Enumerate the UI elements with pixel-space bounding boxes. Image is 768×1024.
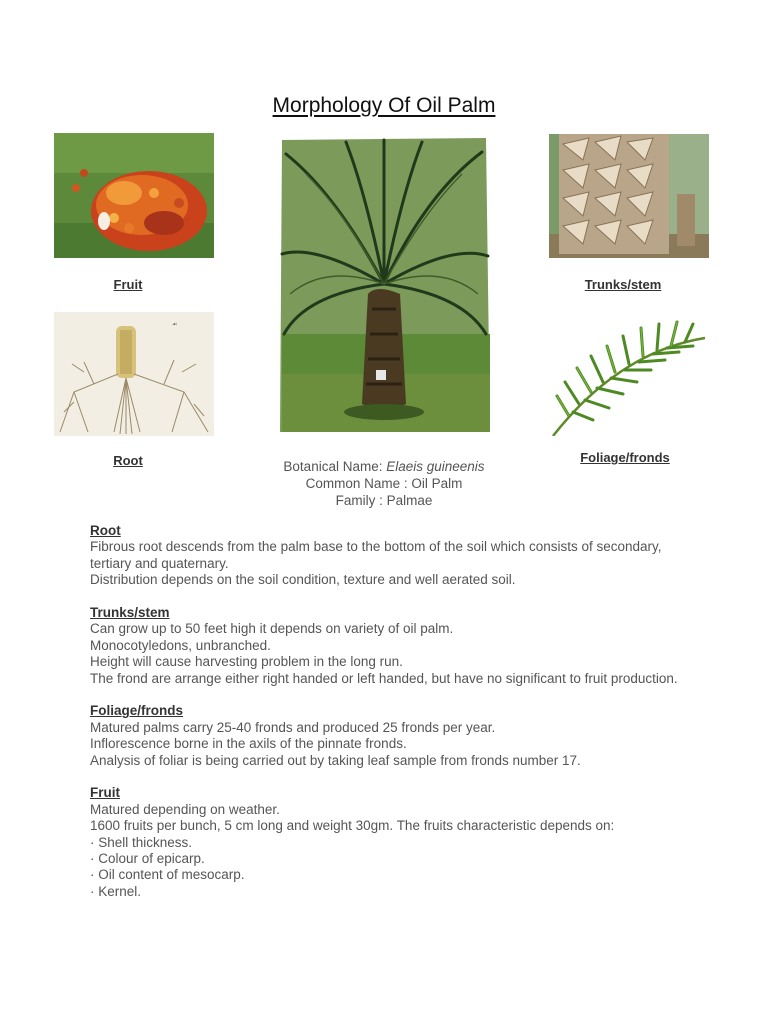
section-line: · Kernel. <box>90 883 142 899</box>
botanical-info <box>234 458 534 509</box>
body-text <box>90 523 690 917</box>
common-name: Common Name : Oil Palm <box>305 476 463 491</box>
section-line: Monocotyledons, unbranched. <box>90 637 271 653</box>
trunks-caption: Trunks/stem <box>584 277 662 292</box>
section-root <box>90 523 690 589</box>
botanical-name-value: Elaeis guineenis <box>386 459 485 474</box>
svg-text:☙: ☙ <box>172 322 178 328</box>
section-line: Matured palms carry 25-40 fronds and produced 25 fronds per year. <box>90 719 496 735</box>
root-photo <box>54 312 214 436</box>
section-heading: Trunks/stem <box>90 605 170 621</box>
section-heading: Foliage/fronds <box>90 703 184 719</box>
fruit-photo <box>54 133 214 258</box>
section-heading: Root <box>90 523 121 538</box>
oil-palm-tree-photo <box>276 134 492 434</box>
section-trunks-stem <box>90 605 690 687</box>
section-line: · Oil content of mesocarp. <box>90 867 245 883</box>
section-line: · Colour of epicarp. <box>90 851 205 867</box>
foliage-caption: Foliage/fronds <box>580 450 670 465</box>
section-line: 1600 fruits per bunch, 5 cm long and weight 30gm. The fruits characteristic depends on: <box>90 818 615 834</box>
root-caption: Root <box>113 453 143 468</box>
botanical-name: Botanical Name: Elaeis guineenis <box>283 459 485 474</box>
section-line: Matured depending on weather. <box>90 801 280 817</box>
frond-photo <box>549 312 709 436</box>
section-line: Inflorescence borne in the axils of the pinnate fronds. <box>90 736 407 752</box>
fruit-caption: Fruit <box>113 277 143 292</box>
family-name: Family : Palmae <box>335 493 433 508</box>
page-title: Morphology Of Oil Palm <box>272 94 496 117</box>
section-line: · Shell thickness. <box>90 834 193 850</box>
section-foliage-fronds <box>90 703 690 769</box>
section-line: Distribution depends on the soil condition, texture and well aerated soil. <box>90 572 516 588</box>
section-line: Height will cause harvesting problem in the long run. <box>90 654 403 670</box>
section-heading: Fruit <box>90 785 120 801</box>
trunk-photo <box>549 134 709 258</box>
section-line: Analysis of foliar is being carried out by taking leaf sample from fronds number 17. <box>90 752 581 768</box>
section-fruit <box>90 785 690 900</box>
section-line: The frond are arrange either right handed or left handed, but have no significant to fruit production. <box>90 670 678 686</box>
section-line: Can grow up to 50 feet high it depends on variety of oil palm. <box>90 621 454 637</box>
section-line: Fibrous root descends from the palm base to the bottom of the soil which consists of secondary, tertiary and quaternary. <box>90 539 662 571</box>
